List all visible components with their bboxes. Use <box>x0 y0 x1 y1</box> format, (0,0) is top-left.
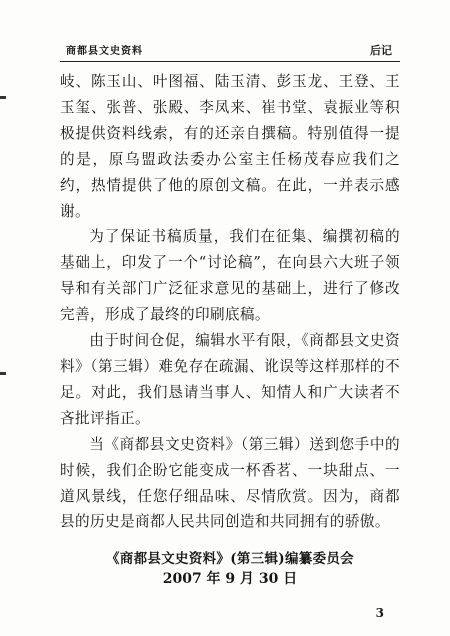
header-rule <box>60 61 400 62</box>
paragraph-quality: 为了保证书稿质量，我们在征集、编撰初稿的基础上，印发了一个“讨论稿”，在向县六大班子领导和有关部门广泛征求意见的基础上，进行了修改完善，形成了最终的印刷底稿。 <box>60 228 400 324</box>
header-section-title: 后记 <box>370 44 392 57</box>
signature-committee: 《商都县文史资料》(第三辑)编纂委员会 <box>106 551 354 567</box>
paragraph-acknowledgement: 岐、陈玉山、叶图福、陆玉清、彭玉龙、王登、王玉玺、张普、张殿、李凤来、崔书堂、袁振业等积极提供资料线索，有的还亲自撰稿。特别值得一提的是，原乌盟政法委办公室主任杨茂春应我们之约，热情提供了他的原创文稿。在此，一并表示感谢。 <box>60 73 400 220</box>
scan-edge-mark <box>0 96 6 99</box>
paragraph-apology: 由于时间仓促，编辑水平有限，《商都县文史资料》（第三辑）难免存在疏漏、讹误等这样那样的不足。对此，我们恳请当事人、知情人和广大读者不吝批评指正。 <box>60 332 400 427</box>
signature-date: 2007 年 9 月 30 日 <box>162 571 298 587</box>
afterword-body <box>60 69 400 535</box>
page-number: 3 <box>375 606 384 620</box>
running-header <box>60 40 400 60</box>
scan-edge-mark <box>0 372 6 375</box>
header-book-title: 商都县文史资料 <box>66 46 143 57</box>
paragraph-closing: 当《商都县文史资料》（第三辑）送到您手中的时候，我们企盼它能变成一杯香茗、一块甜点、一道风景线，任您仔细品味、尽情欣赏。因为，商都县的历史是商都人民共同创造和共同拥有的骄傲。 <box>60 435 400 531</box>
